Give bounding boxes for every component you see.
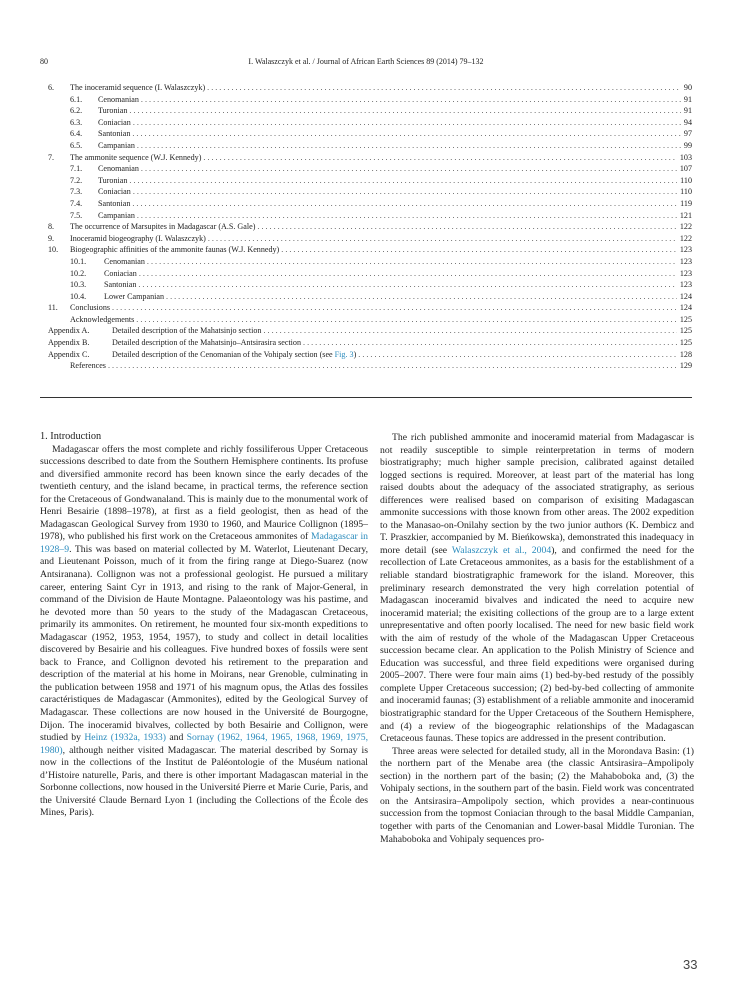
body-paragraph: [40, 444, 368, 820]
citation-link[interactable]: Heinz (1932a, 1933): [84, 732, 167, 744]
toc-page-number: 123: [679, 280, 692, 290]
toc-entry[interactable]: [48, 140, 692, 152]
toc-title-text: Santonian: [98, 129, 131, 139]
dot-leader: [358, 349, 677, 361]
dot-leader: [203, 152, 676, 164]
left-column: [40, 431, 368, 820]
toc-title: [70, 221, 257, 233]
dot-leader: [141, 163, 677, 175]
dot-leader: [136, 314, 677, 326]
running-title: I. Walaszczyk et al. / Journal of African Earth Sciences 89 (2014) 79–132: [248, 57, 484, 66]
citation-link[interactable]: Madagascar in 1928–9: [40, 531, 368, 555]
toc-title-text: Cenomanian: [104, 256, 145, 266]
toc-title: [98, 128, 132, 140]
toc-number: Appendix B.: [48, 338, 90, 348]
toc-number: 6.3.: [70, 117, 83, 127]
toc-title: [98, 210, 137, 222]
toc-title-text: Cenomanian: [98, 94, 139, 104]
toc-entry[interactable]: [48, 337, 692, 349]
toc-number: 8.: [48, 222, 55, 232]
toc-number: 7.4.: [70, 198, 83, 208]
toc-number: Appendix C.: [48, 349, 90, 359]
toc-entry[interactable]: [48, 325, 692, 337]
toc-page-number: 123: [679, 245, 692, 255]
toc-number: 10.4.: [70, 291, 87, 301]
dot-leader: [137, 140, 681, 152]
toc-title-text: The ammonite sequence (W.J. Kennedy): [70, 152, 202, 162]
dot-leader: [132, 128, 681, 140]
toc-title-text: The inoceramid sequence (I. Walaszczyk): [70, 83, 206, 92]
toc-entry[interactable]: [48, 117, 692, 129]
toc-page-number: 110: [680, 175, 692, 185]
toc-title: [70, 82, 207, 94]
toc-number: 6.1.: [70, 94, 83, 104]
table-of-contents: [48, 82, 692, 372]
toc-title: [112, 337, 303, 349]
paragraph-text: ), and confirmed the need for the recollection of Late Cretaceous ammonites, as a basis for the establishment of a reliable standard biostratigraphic framework for the island. Moreover, this preliminary research demonstrated the very high correlation potential of Madagascan inoceramid bivalves and indicated the need to acquire new inoceramid material; the exisiting collections of the group are to a large extent unrepresentative and often poorly localised. The need for new basic field work with the aim of restudy of the whole of the Madagascan Upper Cretaceous succession became clear. An application to the Polish Ministry of Science and Education was successful, and three field expeditions were organised during 2005–2007. There were four main aims (1) bed-by-bed restudy of the possibly complete Upper Cretaceous succession; (2) bed-by-bed collecting of ammonite and inoceramid faunas; (3) establishment of a reliable ammonite and inoceramid biostratigraphic standard for the Upper Cretaceous of the Southern Hemisphere, and (4) a review of the biogeographic relationships of the Madagascan Cretaceous faunas. These topics are addressed in the present contribution.: [380, 544, 695, 745]
paragraph-text: . This was based on material collected by M. Waterlot, Lieutenant Decary, and Lieutenant Poisson, much of it from the firing range at Diego-Suarez (now Antsiranana). Collignon was not a professional geologist. He pursued a military career, entering Saint Cyr in 1913, and rising to the rank of Major-General, in command of the Division de Haute Montagne. Palaeontology was his pastime, and he devoted more than 50 years to the study of the Madagascan Cretaceous, primarily its ammonites. On retirement, he mounted four six-month expeditions to Madagascar (1952, 1953, 1954, 1957), to study and collect in detail localities discovered by Besairie and his colleagues. Five hundred boxes of fossils were sent back to France, and Collignon devoted his retirement to the preparation and description of the material at his home in Moirans, near Grenoble, culminating in the publication between 1958 and 1971 of his magnum opus, the Atlas des fossiles caractéristiques de Madagascar (Ammonites), edited by the Geological Survey of Madagascar. These collections are now housed in the Université de Bourgogne, Dijon. The inoceramid bivalves, collected by both Besairie and Collignon, were studied by: [40, 543, 368, 744]
toc-number: 6.4.: [70, 129, 83, 139]
paragraph-text: , although neither visited Madagascar. The material described by Sornay is now in the collections of the Institut de Paléontologie of the Muséum national d’Histoire naturelle, Paris, and there is other important Madagascan material in the Sorbonne collections, now housed in the Université Pierre et Marie Curie, Paris, and the Université Claude Bernard Lyon 1 (including the Collections of the École des Mines, Paris).: [40, 744, 368, 819]
toc-entry[interactable]: [48, 198, 692, 210]
toc-page-number: 124: [679, 303, 692, 313]
toc-number: 6.2.: [70, 106, 83, 116]
toc-title: [70, 152, 203, 164]
toc-entry[interactable]: [48, 82, 692, 94]
paragraph-text: The rich published ammonite and inoceramid material from Madagascar is not readily susceptible to simple reinterpretation in terms of modern biostratigraphy; much higher sample precision, calibrated against detailed logged sections is required. Moreover, at least part of the material has long raised doubts about the adequacy of the associated stratigraphy, as serious differences were realised based on comparison of exisiting Madagascan ammonite successions with those known from other areas. The 2002 expedition to the Manasao-on-Onilahy section by the two junior authors (K. Dembicz and T. Praszkier, accompanied by M. Bieńkowska), demonstrated this inadequacy in more detail (see: [380, 432, 694, 556]
toc-entry[interactable]: [48, 349, 692, 361]
dot-leader: [137, 210, 677, 222]
toc-title-text: Lower Campanian: [104, 291, 165, 301]
dot-leader: [132, 198, 677, 210]
paragraph-text: Madagascar offers the most complete and richly fossiliferous Upper Cretaceous successions described to date from the Southern Hemisphere continents. Its profuse and diversified ammonite record has been known since the early decades of the twentieth century, and the island became, in practical terms, the reference section for the Cretaceous of Gondwanaland. This is mainly due to the monumental work of Henri Besairie (1898–1978), at first as a field geologist, then as head of the Madagascan Geological Survey from 1930 to 1960, and Maurice Collignon (1895–1978), who published his first work on the Cretaceous ammonites of: [40, 443, 368, 543]
toc-title: [112, 325, 263, 337]
toc-title-text: Detailed description of the Mahatsinjo–Antsirasira section: [112, 338, 302, 348]
toc-number: 7.3.: [70, 187, 83, 197]
dot-leader: [263, 325, 676, 337]
toc-entry[interactable]: [48, 210, 692, 222]
toc-title-text: Detailed description of the Cenomanian of the Vohipaly section (see: [112, 349, 335, 359]
toc-title-text: Turonian: [98, 175, 128, 185]
body-paragraph: [380, 746, 694, 846]
dot-leader: [208, 233, 677, 245]
toc-page-number: 110: [680, 187, 692, 197]
toc-title: [104, 279, 138, 291]
dot-leader: [108, 360, 677, 372]
toc-title-text: Coniacian: [98, 117, 131, 127]
toc-title: [98, 105, 129, 117]
page-number: 80: [40, 57, 48, 66]
toc-number: 7.2.: [70, 175, 83, 185]
toc-page-number: 123: [679, 268, 692, 278]
toc-entry[interactable]: [48, 256, 692, 268]
toc-entry[interactable]: [48, 163, 692, 175]
toc-number: 6.5.: [70, 140, 83, 150]
toc-title: [98, 175, 129, 187]
toc-entry[interactable]: [48, 244, 692, 256]
dot-leader: [207, 82, 681, 94]
toc-title: [104, 268, 139, 280]
toc-entry[interactable]: [48, 279, 692, 291]
folio-number: 33: [683, 957, 698, 972]
toc-number: 10.2.: [70, 268, 87, 278]
toc-number: 11.: [48, 303, 58, 313]
toc-page-number: 99: [683, 140, 692, 150]
toc-page-number: 103: [679, 152, 692, 162]
dot-leader: [257, 221, 676, 233]
toc-entry[interactable]: [48, 302, 692, 314]
toc-title-text: The occurrence of Marsupites in Madagascar (A.S. Gale): [70, 222, 256, 232]
toc-entry[interactable]: [48, 128, 692, 140]
toc-title: [70, 302, 112, 314]
figure-link[interactable]: Fig. 3: [334, 349, 354, 359]
toc-title-text: Biogeographic affinities of the ammonite faunas (W.J. Kennedy): [70, 245, 280, 255]
toc-title-text: Coniacian: [98, 187, 131, 197]
toc-title: [98, 117, 133, 129]
toc-title-text: Cenomanian: [98, 164, 139, 174]
toc-page-number: 90: [683, 83, 692, 92]
citation-link[interactable]: Walaszczyk et al., 2004: [451, 544, 552, 556]
toc-title-text: Campanian: [98, 210, 135, 220]
toc-number: 7.1.: [70, 164, 83, 174]
toc-page-number: 125: [679, 326, 692, 336]
toc-title-text: Detailed description of the Mahatsinjo section: [112, 326, 262, 336]
toc-title: [70, 233, 208, 245]
toc-title-end: ): [353, 349, 357, 359]
toc-number: 9.: [48, 233, 55, 243]
toc-title: [70, 244, 281, 256]
toc-page-number: 122: [679, 222, 692, 232]
paragraph-text: Three areas were selected for detailed study, all in the Morondava Basin: (1) the northern part of the Menabe area (the classic Antsirasira–Ampolipoly section) in the northern part of the basin; (2) the Mahaboboka and, (3) the Vohipaly sections, in the southern part of the basin. Field work was concentrated on the Antsirasira–Ampolipoly section, which provides a near-continuous succession from the topmost Coniacian through to the basal Middle Campanian, together with parts of the Cenomanian and Lower-basal Middle Turonian. The Mahaboboka and Vohipaly sequences pro-: [380, 745, 694, 845]
right-column: [380, 432, 694, 846]
toc-page-number: 128: [679, 349, 692, 359]
dot-leader: [133, 186, 677, 198]
dot-leader: [138, 279, 676, 291]
toc-entry[interactable]: [48, 221, 692, 233]
toc-page-number: 122: [679, 233, 692, 243]
toc-page-number: 129: [679, 361, 692, 371]
toc-entry[interactable]: [48, 105, 692, 117]
toc-entry[interactable]: [48, 360, 692, 372]
divider: [40, 397, 692, 398]
toc-number: 7.: [48, 152, 55, 162]
toc-title: [98, 163, 141, 175]
toc-number: Appendix A.: [48, 326, 90, 336]
toc-number: 7.5.: [70, 210, 83, 220]
dot-leader: [129, 175, 677, 187]
toc-title: [104, 256, 147, 268]
toc-page-number: 91: [683, 106, 692, 116]
toc-entry[interactable]: [48, 175, 692, 187]
toc-page-number: 125: [679, 338, 692, 348]
toc-page-number: 124: [679, 291, 692, 301]
dot-leader: [281, 244, 677, 256]
toc-title-text: Santonian: [98, 198, 131, 208]
toc-entry[interactable]: [48, 233, 692, 245]
dot-leader: [141, 94, 681, 106]
body-paragraph: [380, 432, 694, 746]
toc-title: [98, 186, 133, 198]
toc-title-text: References: [70, 361, 106, 371]
toc-page-number: 97: [683, 129, 692, 139]
dot-leader: [129, 105, 681, 117]
dot-leader: [303, 337, 677, 349]
dot-leader: [139, 268, 677, 280]
toc-entry[interactable]: [48, 94, 692, 106]
dot-leader: [112, 302, 677, 314]
toc-title-text: Santonian: [104, 280, 137, 290]
toc-title-text: Campanian: [98, 140, 135, 150]
toc-entry[interactable]: [48, 314, 692, 326]
toc-title: [98, 94, 141, 106]
toc-title: [98, 198, 132, 210]
toc-page-number: 123: [679, 256, 692, 266]
toc-page-number: 125: [679, 314, 692, 324]
toc-title: [104, 291, 166, 303]
toc-title: [70, 314, 136, 326]
dot-leader: [133, 117, 681, 129]
dot-leader: [166, 291, 677, 303]
paragraph-text: and: [166, 732, 187, 744]
toc-title-text: Turonian: [98, 106, 128, 116]
citation-link[interactable]: Sornay (1962, 1964, 1965, 1968, 1969, 1975, 1980): [40, 732, 368, 756]
toc-title-text: Coniacian: [104, 268, 137, 278]
toc-entry[interactable]: [48, 268, 692, 280]
toc-title: [70, 360, 108, 372]
toc-number: 10.3.: [70, 280, 87, 290]
toc-title: [98, 140, 137, 152]
toc-entry[interactable]: [48, 186, 692, 198]
toc-page-number: 121: [679, 210, 692, 220]
toc-page-number: 119: [680, 198, 692, 208]
toc-number: 10.1.: [70, 256, 87, 266]
toc-title-text: Inoceramid biogeography (I. Walaszczyk): [70, 233, 206, 243]
toc-number: 10.: [48, 245, 59, 255]
toc-page-number: 107: [679, 164, 692, 174]
toc-title-text: Acknowledgements: [70, 314, 135, 324]
toc-page-number: 91: [683, 94, 692, 104]
toc-page-number: 94: [683, 117, 692, 127]
toc-number: 6.: [48, 83, 55, 92]
section-heading: 1. Introduction: [40, 431, 102, 442]
toc-entry[interactable]: [48, 291, 692, 303]
dot-leader: [147, 256, 677, 268]
toc-title-text: Conclusions: [70, 303, 111, 313]
toc-title: [112, 349, 358, 361]
toc-entry[interactable]: [48, 152, 692, 164]
